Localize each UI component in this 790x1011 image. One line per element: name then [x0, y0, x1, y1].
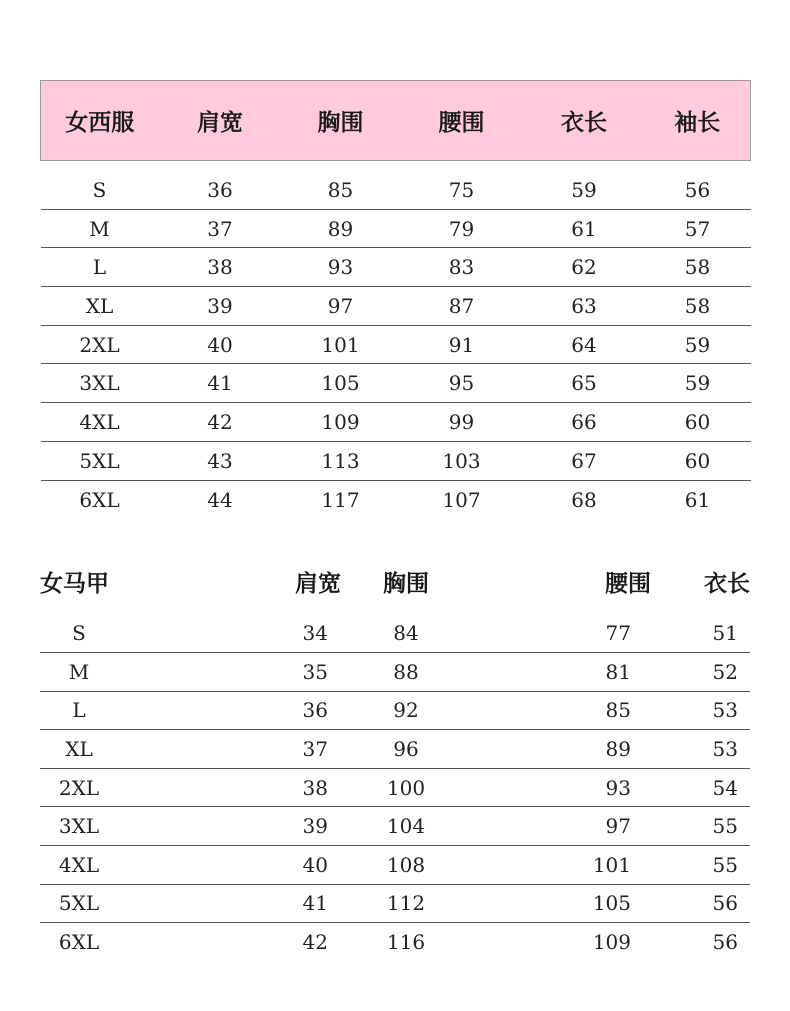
- table-row: [41, 287, 751, 326]
- table-row: [40, 923, 750, 962]
- chest-cell: 105: [282, 364, 400, 403]
- suit-header-sleeve: 袖长: [645, 81, 751, 161]
- table-row: [40, 807, 750, 846]
- waist-cell: 93: [431, 768, 697, 807]
- chest-cell: 92: [381, 691, 431, 730]
- size-cell: XL: [40, 730, 118, 769]
- shoulder-cell: 38: [118, 768, 381, 807]
- table-row: [40, 691, 750, 730]
- size-cell: 2XL: [41, 325, 159, 364]
- suit-header-shoulder: 肩宽: [159, 81, 282, 161]
- vest-size-table: [40, 558, 750, 961]
- length-cell: 52: [697, 653, 750, 692]
- waist-cell: 107: [442, 487, 481, 512]
- size-cell: XL: [41, 287, 159, 326]
- table-row: [40, 730, 750, 769]
- size-cell: 3XL: [40, 807, 118, 846]
- vest-header-length: 衣长: [704, 569, 750, 597]
- shoulder-cell: 40: [159, 325, 282, 364]
- vest-spacer: [40, 604, 750, 614]
- table-row: [40, 846, 750, 885]
- size-cell: 5XL: [40, 884, 118, 923]
- shoulder-cell: 37: [159, 209, 282, 248]
- table-row: [41, 403, 751, 442]
- waist-cell: 75: [400, 171, 524, 210]
- length-cell: 66: [524, 403, 645, 442]
- length-cell: 55: [697, 846, 750, 885]
- length-cell: 63: [524, 287, 645, 326]
- size-cell: L: [40, 691, 118, 730]
- waist-cell: 105: [431, 884, 697, 923]
- waist-cell: 99: [400, 403, 524, 442]
- shoulder-cell: 36: [159, 171, 282, 210]
- size-cell: S: [41, 171, 159, 210]
- waist-cell: 101: [431, 846, 697, 885]
- sleeve-cell: 58: [645, 287, 751, 326]
- waist-cell: 79: [400, 209, 524, 248]
- chest-cell: 101: [282, 325, 400, 364]
- vest-header-chest: 胸围: [383, 569, 429, 597]
- waist-cell: 83: [400, 248, 524, 287]
- sleeve-cell: 59: [645, 325, 751, 364]
- shoulder-cell: 42: [159, 403, 282, 442]
- size-cell: 4XL: [41, 403, 159, 442]
- table-row: [41, 325, 751, 364]
- suit-header-chest: 胸围: [282, 81, 400, 161]
- shoulder-cell: 36: [118, 691, 381, 730]
- length-cell: 51: [697, 614, 750, 653]
- chest-cell: 96: [381, 730, 431, 769]
- shoulder-cell: 40: [118, 846, 381, 885]
- suit-header-row: [41, 81, 751, 161]
- table-row: [41, 209, 751, 248]
- size-cell: 4XL: [40, 846, 118, 885]
- waist-cell: 85: [431, 691, 697, 730]
- spacer-cell: [40, 604, 750, 614]
- table-row: [40, 884, 750, 923]
- length-cell: 53: [697, 691, 750, 730]
- suit-header-garment: 女西服: [41, 81, 159, 161]
- length-cell: 61: [524, 209, 645, 248]
- chest-cell: 112: [381, 884, 431, 923]
- table-row: [40, 768, 750, 807]
- chest-cell: 108: [381, 846, 431, 885]
- table-row: [40, 614, 750, 653]
- sleeve-cell: 60: [645, 403, 751, 442]
- waist-cell: 97: [431, 807, 697, 846]
- length-cell: 56: [712, 930, 738, 955]
- sleeve-cell: 61: [684, 487, 711, 512]
- table-row: [41, 248, 751, 287]
- waist-cell: 87: [400, 287, 524, 326]
- chest-cell: 89: [282, 209, 400, 248]
- size-cell: 5XL: [41, 441, 159, 480]
- shoulder-cell: 43: [159, 441, 282, 480]
- suit-spacer: [41, 161, 751, 171]
- sleeve-cell: 58: [645, 248, 751, 287]
- vest-header-garment: 女马甲: [40, 569, 109, 597]
- size-cell: M: [41, 209, 159, 248]
- chest-cell: 88: [381, 653, 431, 692]
- shoulder-cell: 38: [159, 248, 282, 287]
- waist-cell: 95: [400, 364, 524, 403]
- size-cell: 3XL: [41, 364, 159, 403]
- length-cell: 68: [571, 487, 597, 512]
- shoulder-cell: 34: [118, 614, 381, 653]
- table-row: [41, 480, 751, 519]
- chest-cell: 104: [381, 807, 431, 846]
- sleeve-cell: 57: [645, 209, 751, 248]
- length-cell: 65: [524, 364, 645, 403]
- size-cell: 6XL: [58, 930, 100, 955]
- shoulder-cell: 44: [207, 487, 233, 512]
- length-cell: 59: [524, 171, 645, 210]
- waist-cell: 81: [431, 653, 697, 692]
- vest-header-waist: 腰围: [605, 569, 651, 597]
- sleeve-cell: 59: [645, 364, 751, 403]
- chest-cell: 117: [321, 487, 360, 512]
- waist-cell: 89: [431, 730, 697, 769]
- shoulder-cell: 41: [159, 364, 282, 403]
- table-row: [40, 653, 750, 692]
- chest-cell: 109: [282, 403, 400, 442]
- size-cell: 2XL: [40, 768, 118, 807]
- suit-header-length: 衣长: [524, 81, 645, 161]
- table-row: [41, 171, 751, 210]
- shoulder-cell: 41: [118, 884, 381, 923]
- length-cell: 53: [697, 730, 750, 769]
- length-cell: 55: [697, 807, 750, 846]
- size-cell: M: [40, 653, 118, 692]
- sleeve-cell: 56: [645, 171, 751, 210]
- chest-cell: 113: [282, 441, 400, 480]
- length-cell: 64: [524, 325, 645, 364]
- waist-cell: 109: [592, 930, 631, 955]
- vest-header-row: [40, 558, 750, 604]
- suit-size-table: [40, 80, 751, 519]
- length-cell: 54: [697, 768, 750, 807]
- shoulder-cell: 35: [118, 653, 381, 692]
- size-cell: L: [41, 248, 159, 287]
- shoulder-cell: 42: [302, 930, 328, 955]
- table-row: [41, 441, 751, 480]
- spacer-cell: [41, 161, 751, 171]
- length-cell: 56: [697, 884, 750, 923]
- length-cell: 67: [524, 441, 645, 480]
- shoulder-cell: 39: [159, 287, 282, 326]
- waist-cell: 91: [400, 325, 524, 364]
- chest-cell: 85: [282, 171, 400, 210]
- shoulder-cell: 37: [118, 730, 381, 769]
- chest-cell: 116: [386, 930, 426, 955]
- chest-cell: 97: [282, 287, 400, 326]
- chest-cell: 93: [282, 248, 400, 287]
- length-cell: 62: [524, 248, 645, 287]
- vest-header-shoulder: 肩宽: [295, 569, 341, 597]
- waist-cell: 77: [431, 614, 697, 653]
- sleeve-cell: 60: [645, 441, 751, 480]
- chest-cell: 84: [381, 614, 431, 653]
- waist-cell: 103: [400, 441, 524, 480]
- suit-header-waist: 腰围: [400, 81, 524, 161]
- size-cell: 6XL: [79, 487, 120, 512]
- size-cell: S: [40, 614, 118, 653]
- table-row: [41, 364, 751, 403]
- shoulder-cell: 39: [118, 807, 381, 846]
- chest-cell: 100: [381, 768, 431, 807]
